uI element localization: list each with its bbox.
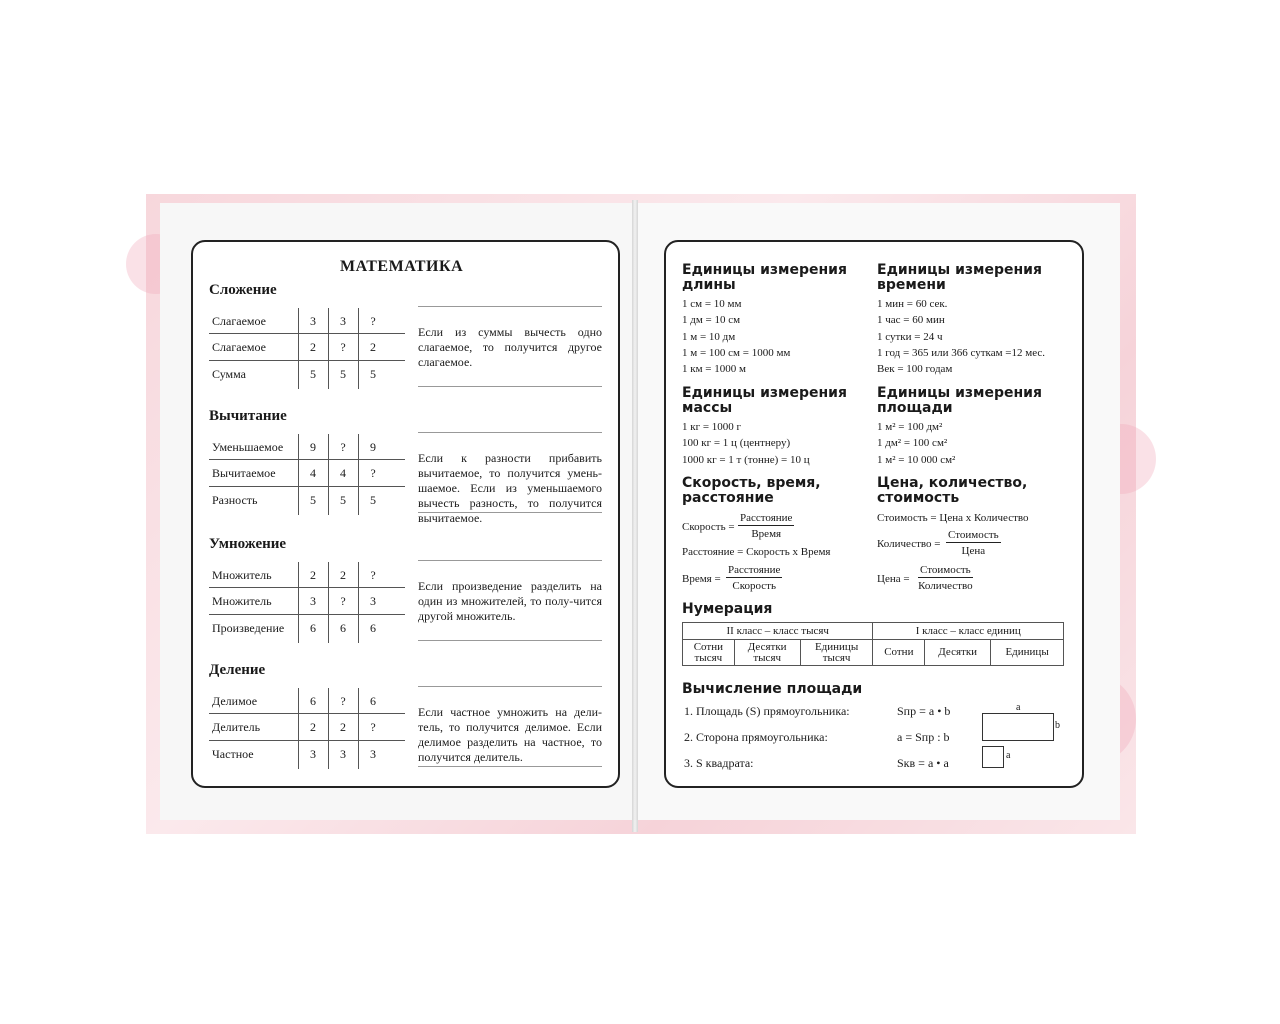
multiplication-table-column-line [328,562,329,643]
multiplication-cell: 2 [310,568,316,582]
division-row-label: Делимое [212,694,258,708]
division-cell: ? [370,720,376,734]
subtraction-heading: Вычитание [209,408,287,424]
addition-cell: 2 [370,340,376,354]
division-table-row-line [209,713,405,714]
subtraction-cell: 4 [310,466,316,480]
division-cell: 3 [370,747,376,761]
subtraction-table-row-line [209,486,405,487]
mass-unit-line: 1000 кг = 1 т (тонне) = 10 ц [682,453,810,466]
multiplication-table-column-line [358,562,359,643]
subtraction-cell: 5 [370,493,376,507]
multiplication-rule-top [418,560,602,561]
quantity-fraction [946,529,1001,557]
multiplication-table-row-line [209,587,405,588]
numeration-column [800,640,873,666]
quantity-fraction-denominator: Цена [961,545,986,557]
division-table-column-line [328,688,329,769]
division-table-row-line [209,740,405,741]
price-fraction [918,564,973,592]
subtraction-cell: 9 [310,440,316,454]
addition-table-row-line [209,360,405,361]
numeration-column-line1: Десятки [938,646,978,658]
subtraction-description: Если к разности прибавить вычитаемое, то получится умень-шаемое. Если из уменьшаемого вычесть разность, то получится вычитаемое. [418,451,602,525]
time-fraction-denominator: Скорость [732,580,777,592]
division-table-column-line [358,688,359,769]
addition-rule-top [418,306,602,307]
division-cell: 3 [340,747,346,761]
quantity-formula-label: Количество = [877,538,941,550]
area-calc-formula: Sкв = a • a [897,756,949,770]
subtraction-row-label: Уменьшаемое [212,440,284,454]
numeration-column-line2: тысяч [753,651,782,664]
addition-cell: ? [370,314,376,328]
time-unit-line: 1 мин = 60 сек. [877,298,948,310]
speed-fraction-denominator: Время [751,528,782,540]
length-units-heading: Единицы измерения длины [682,262,847,293]
time-fraction [726,564,782,592]
subtraction-cell: 5 [340,493,346,507]
area-calc-label: 1. Площадь (S) прямоугольника: [684,704,850,718]
subtraction-row-label: Вычитаемое [212,466,276,480]
numeration-table [682,622,1064,666]
numeration-column [683,640,735,666]
subtraction-table-column-line [358,434,359,515]
speed-formula-label: Скорость = [682,521,735,533]
multiplication-heading: Умножение [209,536,287,552]
addition-cell: 2 [310,340,316,354]
addition-table-column-line [328,308,329,389]
numeration-column-line1: Сотни [693,640,723,653]
numeration-column [734,640,800,666]
rectangle-diagram [982,713,1054,741]
division-cell: 6 [310,694,316,708]
time-formula-label: Время = [682,573,721,585]
addition-cell: 5 [340,367,346,381]
addition-row-label: Сумма [212,367,246,381]
addition-cell: 3 [310,314,316,328]
division-heading: Деление [209,662,266,678]
multiplication-row-label: Произведение [212,621,285,635]
speed-heading: Скорость, время, расстояние [682,475,821,506]
numeration-column-line1: Десятки [747,640,787,653]
subtraction-cell: 5 [310,493,316,507]
time-unit-line: Век = 100 годам [877,363,953,376]
division-row-label: Частное [212,747,254,761]
rectangle-side-b: b [1055,720,1060,731]
distance-formula: Расстояние = Скорость х Время [682,546,831,558]
division-cell: ? [340,694,346,708]
multiplication-cell: ? [370,568,376,582]
numeration-heading: Нумерация [682,601,773,617]
price-fraction-denominator: Количество [918,580,973,592]
multiplication-cell: 3 [370,594,376,608]
addition-table-column-line [358,308,359,389]
division-rule-bottom [418,766,602,767]
addition-table-column-line [298,308,299,389]
units-class-header: I класс – класс единиц [873,623,1064,640]
division-table-column-line [298,688,299,769]
length-unit-line: 1 см = 10 мм [682,298,742,310]
numeration-column-line1: Сотни [884,646,914,658]
subtraction-cell: ? [370,466,376,480]
division-cell: 2 [310,720,316,734]
area-calc-formula: a = Sпр : b [897,730,950,744]
multiplication-cell: 3 [310,594,316,608]
multiplication-table-row-line [209,614,405,615]
multiplication-row-label: Множитель [212,568,272,582]
division-cell: 3 [310,747,316,761]
division-cell: 6 [370,694,376,708]
rectangle-side-a: a [1016,702,1021,713]
multiplication-cell: 6 [340,621,346,635]
multiplication-cell: ? [340,594,346,608]
numeration-column-line1: Единицы [814,640,859,653]
area-units-heading: Единицы измерения площади [877,385,1042,416]
division-cell: 2 [340,720,346,734]
numeration-column-line2: тысяч [822,651,851,664]
addition-table-row-line [209,333,405,334]
mass-unit-line: 100 кг = 1 ц (центнеру) [682,437,791,450]
price-formula-label: Цена = [877,573,910,585]
subtraction-row-label: Разность [212,493,258,507]
numeration-column-line1: Единицы [1005,646,1049,658]
numeration-column-line2: тысяч [694,651,723,664]
mass-units-heading: Единицы измерения массы [682,385,847,416]
square-diagram [982,746,1004,768]
subtraction-cell: ? [340,440,346,454]
addition-cell: ? [340,340,346,354]
subtraction-rule-top [418,432,602,433]
addition-heading: Сложение [209,282,277,298]
addition-cell: 5 [310,367,316,381]
addition-row-label: Слагаемое [212,340,266,354]
addition-rule-bottom [418,386,602,387]
subtraction-cell: 4 [340,466,346,480]
multiplication-table-column-line [298,562,299,643]
time-fraction-numerator: Расстояние [728,564,781,576]
area-calc-heading: Вычисление площади [682,681,863,697]
numeration-column [925,640,991,666]
numeration-column [873,640,925,666]
multiplication-description: Если произведение разделить на один из множителей, то полу-чится другой множитель. [418,579,602,623]
addition-cell: 3 [340,314,346,328]
subtraction-table-row-line [209,459,405,460]
mass-unit-line: 1 кг = 1000 г [682,421,742,433]
quantity-fraction-numerator: Стоимость [948,529,999,541]
area-unit-line: 1 м² = 100 дм² [877,421,943,433]
time-unit-line: 1 час = 60 мин [877,314,945,327]
square-side-a: a [1006,750,1011,761]
length-unit-line: 1 км = 1000 м [682,363,746,376]
time-unit-line: 1 сутки = 24 ч [877,330,943,343]
length-unit-line: 1 м = 10 дм [682,330,736,343]
price-heading: Цена, количество, стоимость [877,475,1028,506]
area-unit-line: 1 м² = 10 000 см² [877,453,956,466]
length-unit-line: 1 м = 100 см = 1000 мм [682,346,791,359]
addition-description: Если из суммы вычесть одно слагаемое, то получится другое слагаемое. [418,325,602,369]
addition-cell: 5 [370,367,376,381]
speed-fraction [738,512,794,540]
area-calc-formula: Sпр = a • b [897,704,951,718]
subtraction-table-column-line [328,434,329,515]
page-title: МАТЕМАТИКА [340,258,464,275]
numeration-column [991,640,1064,666]
cost-formula: Стоимость = Цена х Количество [877,512,1029,524]
multiplication-row-label: Множитель [212,594,272,608]
thousands-class-header: II класс – класс тысяч [683,623,873,640]
time-units-heading: Единицы измерения времени [877,262,1042,293]
notebook-spine [632,200,638,832]
multiplication-cell: 6 [310,621,316,635]
speed-fraction-numerator: Расстояние [740,512,793,524]
area-unit-line: 1 дм² = 100 см² [877,437,948,450]
area-calc-label: 2. Сторона прямоугольника: [684,730,828,744]
multiplication-rule-bottom [418,640,602,641]
time-unit-line: 1 год = 365 или 366 суткам =12 мес. [877,346,1046,359]
addition-row-label: Слагаемое [212,314,266,328]
division-rule-top [418,686,602,687]
division-row-label: Делитель [212,720,261,734]
division-description: Если частное умножить на дели-тель, то получится делимое. Если делимое разделить на частное, то получится делитель. [418,705,602,764]
subtraction-table-column-line [298,434,299,515]
price-fraction-numerator: Стоимость [920,564,971,576]
subtraction-cell: 9 [370,440,376,454]
multiplication-cell: 6 [370,621,376,635]
length-unit-line: 1 дм = 10 см [682,314,741,327]
area-calc-label: 3. S квадрата: [684,756,754,770]
multiplication-cell: 2 [340,568,346,582]
